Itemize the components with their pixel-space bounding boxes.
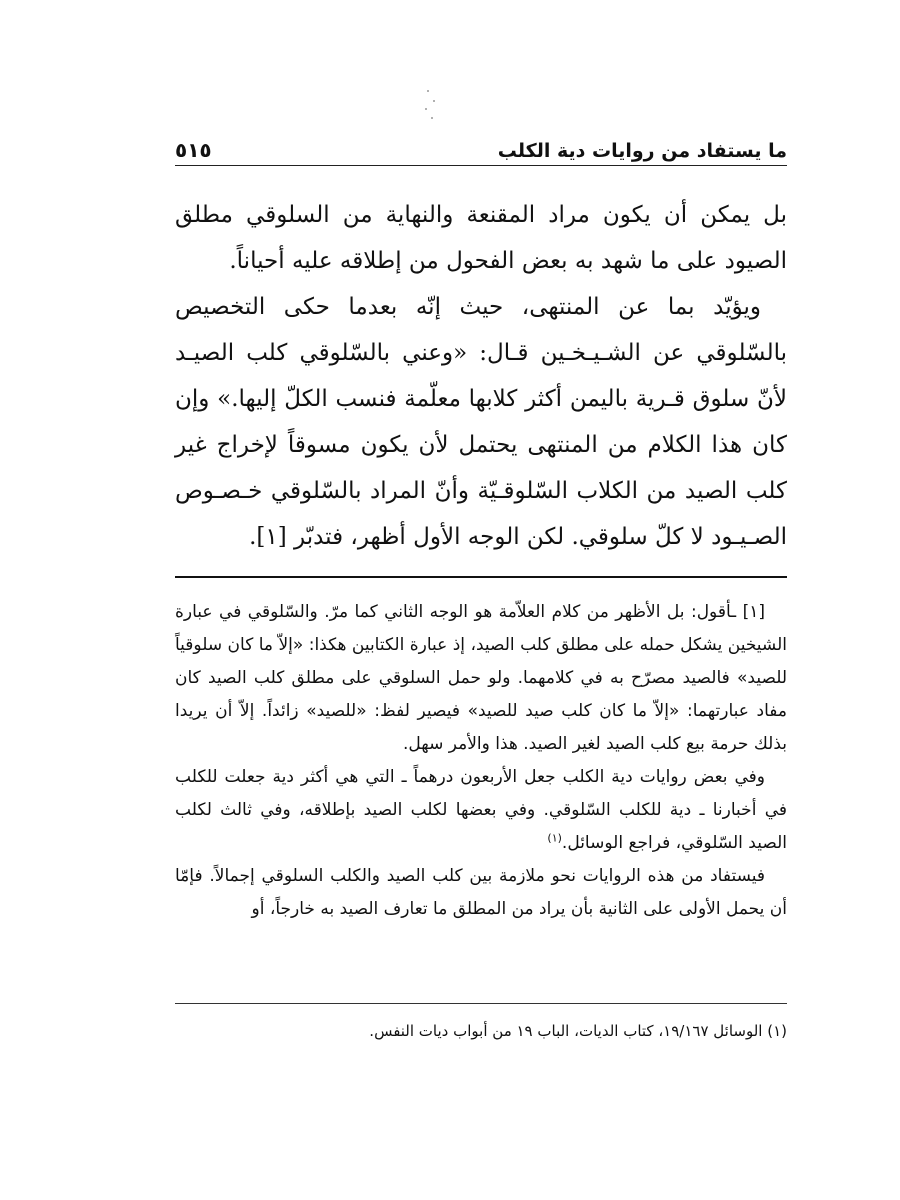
note-paragraph-3: فيستفاد من هذه الروايات نحو ملازمة بين كلب الصيد والكلب السلوقي إجمالاً. فإمّا أن يحمل الأولى على الثانية بأن يراد من المطلق ما تعارف الصيد به خارجاً، أو — [175, 866, 787, 919]
footnote-rule — [175, 1003, 787, 1004]
main-paragraph-1: بل يمكن أن يكون مراد المقنعة والنهاية من السلوقي مطلق الصيود على ما شهد به بعض الفحول من إطلاقه عليه أحياناً. — [175, 202, 787, 274]
main-text — [175, 192, 787, 560]
footnote: (١) الوسائل ١٩/١٦٧، كتاب الديات، الباب ١٩ من أبواب ديات النفس. — [369, 1022, 787, 1040]
scan-specks — [415, 86, 445, 126]
note-paragraph-1: [١] ـأقول: بل الأظهر من كلام العلاّمة هو الوجه الثاني كما مرّ. والسّلوقي في عبارة الشيخين يشكل حمله على مطلق كلب الصيد، إذ عبارة الكتابين هكذا: «إلاّ ما كان سلوقياً للصيد» فالصيد مصرّح به في كلامهما. ولو حمل السلوقي على مطلق كلب الصيد كان مفاد عبارتهما: «إلاّ ما كان كلب صيد للصيد» فيصير لفظ: «للصيد» زائداً. إلاّ أن يريدا بذلك حرمة بيع كلب الصيد لغير الصيد. هذا والأمر سهل. — [175, 602, 787, 754]
footnote-marker: (١) — [547, 831, 562, 845]
notes-separator — [175, 576, 787, 578]
page-number: ٥١٥ — [175, 138, 212, 162]
commentary-notes — [175, 596, 787, 926]
header-rule — [175, 165, 787, 166]
main-paragraph-2: ويؤيّد بما عن المنتهى، حيث إنّه بعدما حكى التخصيص بالسّلوقي عن الشـيـخـين قـال: «وعني بالسّلوقي كلب الصيـد لأنّ سلوق قـرية باليمن أكثر كلابها معلّمة فنسب الكلّ إليها.» وإن كان هذا الكلام من المنتهى يحتمل لأن يكون مسوقاً لإخراج غير كلب الصيد من الكلاب السّلوقـيّة وأنّ المراد بالسّلوقي خـصـوص الصـيـود لا كلّ سلوقي. لكن الوجه الأول أظهر، فتدبّر [١]. — [175, 294, 787, 550]
page-header — [175, 126, 787, 162]
note-paragraph-2 — [175, 761, 787, 860]
note-paragraph-2-text: وفي بعض روايات دية الكلب جعل الأربعون درهماً ـ التي هي أكثر دية جعلت للكلب في أخبارنا ـ دية للكلب السّلوقي. وفي بعضها لكلب الصيد بإطلاقه، وفي ثالث لكلب الصيد السّلوقي، فراجع الوسائل. — [175, 767, 787, 853]
running-title: ما يستفاد من روايات دية الكلب — [497, 140, 787, 162]
